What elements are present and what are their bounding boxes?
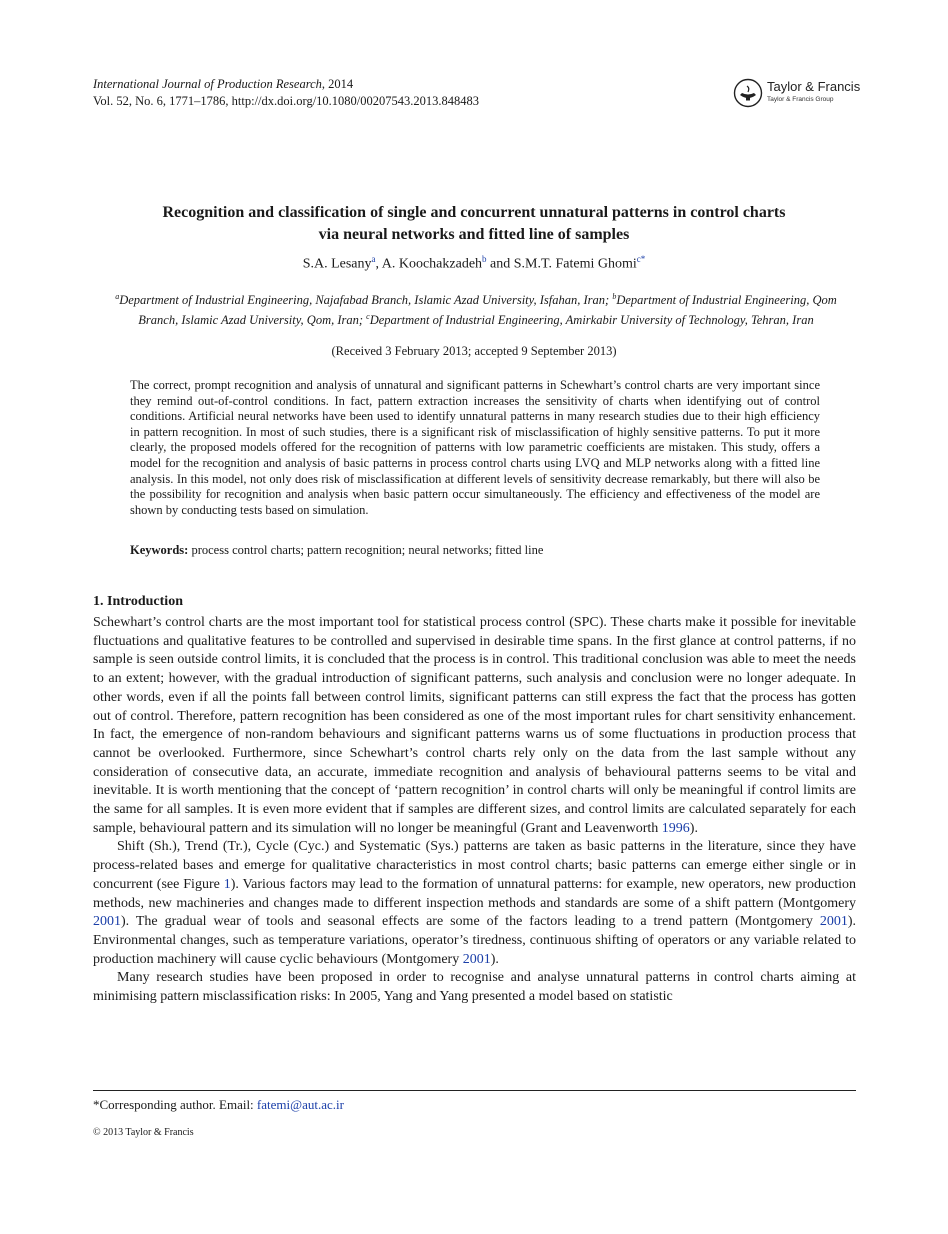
paragraph-text: ). The gradual wear of tools and seasonal effects are some of the factors leading to a trend pattern (Montgomery bbox=[121, 914, 820, 930]
title-line-1: Recognition and classification of single and concurrent unnatural patterns in control charts bbox=[162, 204, 786, 221]
keywords-text: process control charts; pattern recognition; neural networks; fitted line bbox=[188, 543, 544, 557]
title-line-2: via neural networks and fitted line of samples bbox=[318, 226, 630, 243]
author-email-link[interactable]: fatemi@aut.ac.ir bbox=[256, 1097, 344, 1112]
publisher-lamp-icon bbox=[733, 78, 763, 108]
paragraph bbox=[93, 838, 856, 969]
author-name: S.A. Lesany bbox=[302, 256, 372, 272]
author-list bbox=[93, 254, 855, 273]
paragraph-text: Schewhart’s control charts are the most important tool for statistical process control (SPC). These charts make it possible for inevitable fluctuations and qualitative features to be controlled and supervised in desirable time spans. In the first glance at control patterns, if no sample is seen outside control limits, it is concluded that the process is in control. This traditional conclusion was able to meet the needs to an extent; however, with the gradual introduction of significant patterns, such analysis and conclusion were no longer adequate. In other words, even if all the points fall between control limits, significant patterns can still express the fact that the process has gotten out of control. Therefore, pattern recognition has been considered as one of the most important rules for chart sensitivity enhancement. In fact, the emergence of non-random behaviours and significant patterns warns us of some fluctuations in production process that cannot be overlooked. Furthermore, since Schewhart’s control charts rely only on the data from the last sample without any consideration of consecutive data, an accurate, immediate recognition and analysis of behavioural patterns seems to be vital and inevitable. It is worth mentioning that the concept of ‘pattern recognition’ in control charts will only be meaningful if control limits are the same for all samples. It is even more evident that if samples are different sizes, and control limits are calculated separately for each sample, behavioural pattern and its simulation will no longer be meaningful (Grant and Leavenworth bbox=[93, 615, 856, 836]
affil-sup-b: b bbox=[612, 292, 617, 301]
affil-sup-a: a bbox=[115, 292, 120, 301]
paragraph-text: ). Various factors may lead to the formation of unnatural patterns: for example, new operators, new production methods, new machineries and changes made to different inspection methods and standards are some of a shift pattern (Montgomery bbox=[93, 876, 856, 911]
journal-year: , 2014 bbox=[321, 77, 354, 91]
paragraph-text: ). bbox=[490, 951, 499, 967]
paragraph: Many research studies have been proposed in order to recognise and analyse unnatural patterns in control charts aiming at minimising pattern misclassification risks: In 2005, Yang and Yang presented a model based on statistic bbox=[93, 970, 856, 1005]
article-title bbox=[93, 202, 855, 246]
citation-link[interactable]: 2001 bbox=[819, 914, 848, 930]
publisher-name: Taylor & Francis bbox=[767, 79, 861, 94]
figure-link[interactable]: 1 bbox=[223, 876, 231, 892]
author-affil-sup[interactable]: a bbox=[371, 254, 376, 264]
footnote-divider bbox=[93, 1090, 856, 1091]
journal-name: International Journal of Production Research bbox=[93, 77, 322, 91]
author-name: S.M.T. Fatemi Ghomi bbox=[513, 256, 637, 272]
affil-text-a: Department of Industrial Engineering, Najafabad Branch, Islamic Azad University, Isfahan, Iran; bbox=[119, 293, 613, 308]
citation-link[interactable]: 1996 bbox=[661, 820, 690, 836]
affil-text-b: Department of Industrial Engineering, Qom Branch, Islamic Azad University, Qom, Iran; bbox=[138, 293, 837, 327]
paragraph-text: Shift (Sh.), Trend (Tr.), Cycle (Cyc.) and Systematic (Sys.) patterns are taken as basic patterns in the literature, since they have process-related bases and emerge for qualitative characteristics in most control charts; basic patterns can emerge either single or in concurrent (see Figure bbox=[93, 839, 856, 892]
keywords bbox=[130, 543, 820, 558]
received-dates: (Received 3 February 2013; accepted 9 September 2013) bbox=[331, 344, 617, 358]
abstract: The correct, prompt recognition and analysis of unnatural and significant patterns in Schewhart’s control charts are very important since they remind out-of-control conditions. In fact, pattern extraction increases the sensitivity of charts when identifying out of control conditions. Artificial neural networks have been used to identify unnatural patterns in many research studies due to their high efficiency in pattern recognition. In most of such studies, there is a significant risk of misclassification of highly sensitive patterns. To put it more clearly, the proposed models offered for the recognition of patterns with low parametric coefficients are mistaken. This study, offers a model for the recognition and analysis of basic patterns in process control charts using LVQ and MLP networks along with a fitted line analysis. In this model, not only does risk of misclassification at different levels of sensitivity decrease remarkably, but there will also be the possibility for recognition and analysis when basic pattern occur simultaneously. The efficiency and effectiveness of the model are shown by conducting tests based on simulation. bbox=[130, 378, 820, 517]
copyright: © 2013 Taylor & Francis bbox=[93, 1127, 194, 1138]
corresponding-author-note bbox=[93, 1097, 344, 1113]
author-separator: , bbox=[375, 256, 382, 272]
publisher-group: Taylor & Francis Group bbox=[767, 96, 834, 103]
author-separator: and bbox=[486, 256, 514, 272]
affil-sup-c: c bbox=[366, 311, 370, 321]
paragraph-text: ). Environmental changes, such as temperature variations, operator’s tiredness, continuous shifting of operators or any variable related to production machinery will cause cyclic behaviours (Montgomery bbox=[93, 914, 856, 967]
journal-header bbox=[93, 76, 479, 110]
body-text bbox=[93, 614, 856, 1007]
citation-link[interactable]: 2001 bbox=[93, 914, 121, 930]
section-heading: 1. Introduction bbox=[93, 594, 183, 609]
volume-line: Vol. 52, No. 6, 1771–1786, http://dx.doi.org/10.1080/00207543.2013.848483 bbox=[93, 94, 480, 108]
affiliations bbox=[108, 289, 844, 328]
keywords-label: Keywords: bbox=[130, 543, 189, 557]
author-affil-sup[interactable]: c* bbox=[636, 254, 646, 264]
citation-link[interactable]: 2001 bbox=[462, 951, 491, 967]
paragraph bbox=[93, 614, 856, 838]
paragraph-text: ). bbox=[689, 820, 698, 836]
publisher-logo bbox=[733, 78, 863, 110]
author-affil-sup[interactable]: b bbox=[482, 254, 487, 264]
footnote-label: *Corresponding author. Email: bbox=[93, 1097, 257, 1112]
affil-text-c: Department of Industrial Engineering, Amirkabir University of Technology, Tehran, Iran bbox=[369, 312, 814, 327]
author-name: A. Koochakzadeh bbox=[381, 256, 483, 272]
